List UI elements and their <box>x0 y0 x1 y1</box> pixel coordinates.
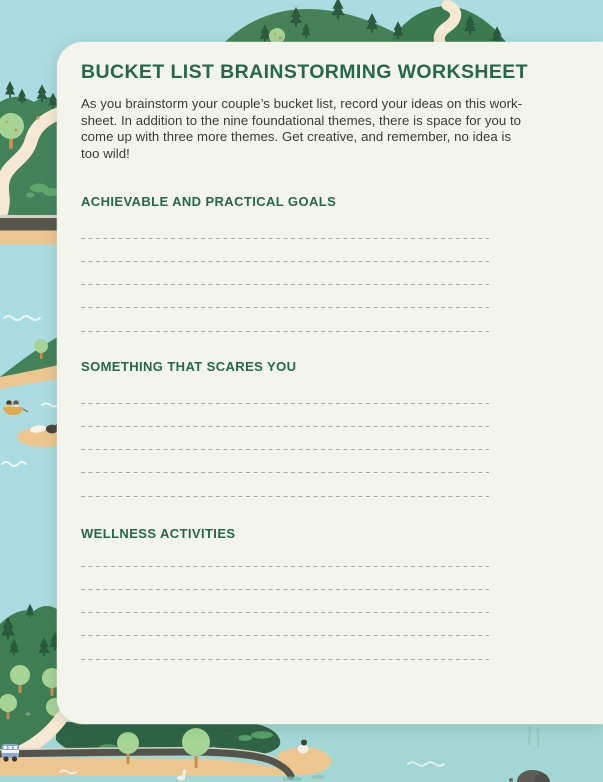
writing-line <box>81 286 489 309</box>
intro-line: sheet. In addition to the nine foundational themes, there is space for you to <box>81 112 522 128</box>
writing-line <box>81 567 489 590</box>
writing-line <box>81 451 489 474</box>
writing-line <box>81 216 489 239</box>
writing-line <box>81 404 489 427</box>
worksheet-card <box>57 42 603 724</box>
writing-line <box>81 637 489 660</box>
beach-sand <box>0 231 58 245</box>
writing-line <box>81 381 489 404</box>
writing-line <box>81 544 489 567</box>
left-road-strip <box>0 215 58 245</box>
writing-line <box>81 262 489 285</box>
writing-lines <box>81 381 489 497</box>
intro-line: As you brainstorm your couple’s bucket list, record your ideas on this work- <box>81 96 523 111</box>
flower-dot <box>36 116 39 119</box>
writing-line <box>81 309 489 332</box>
section-wellness <box>81 526 579 660</box>
writing-line <box>81 427 489 450</box>
section-achievable-goals <box>81 194 579 332</box>
writing-line <box>81 590 489 613</box>
writing-lines <box>81 544 489 660</box>
intro-line: too wild! <box>81 145 130 161</box>
writing-lines <box>81 216 489 332</box>
section-heading: SOMETHING THAT SCARES YOU <box>81 358 297 374</box>
writing-line <box>81 474 489 497</box>
section-something-scary <box>81 359 579 497</box>
pebble <box>25 712 30 716</box>
road <box>0 218 58 231</box>
writing-line <box>81 613 489 636</box>
intro-line: come up with three more themes. Get creative, and remember, no idea is <box>81 129 512 144</box>
intro-paragraph <box>81 96 523 162</box>
upper-left-hillside <box>0 81 59 219</box>
page-title: BUCKET LIST BRAINSTORMING WORKSHEET <box>81 61 528 83</box>
section-heading: ACHIEVABLE AND PRACTICAL GOALS <box>81 194 337 209</box>
section-heading: WELLNESS ACTIVITIES <box>81 525 236 541</box>
writing-line <box>81 239 489 262</box>
